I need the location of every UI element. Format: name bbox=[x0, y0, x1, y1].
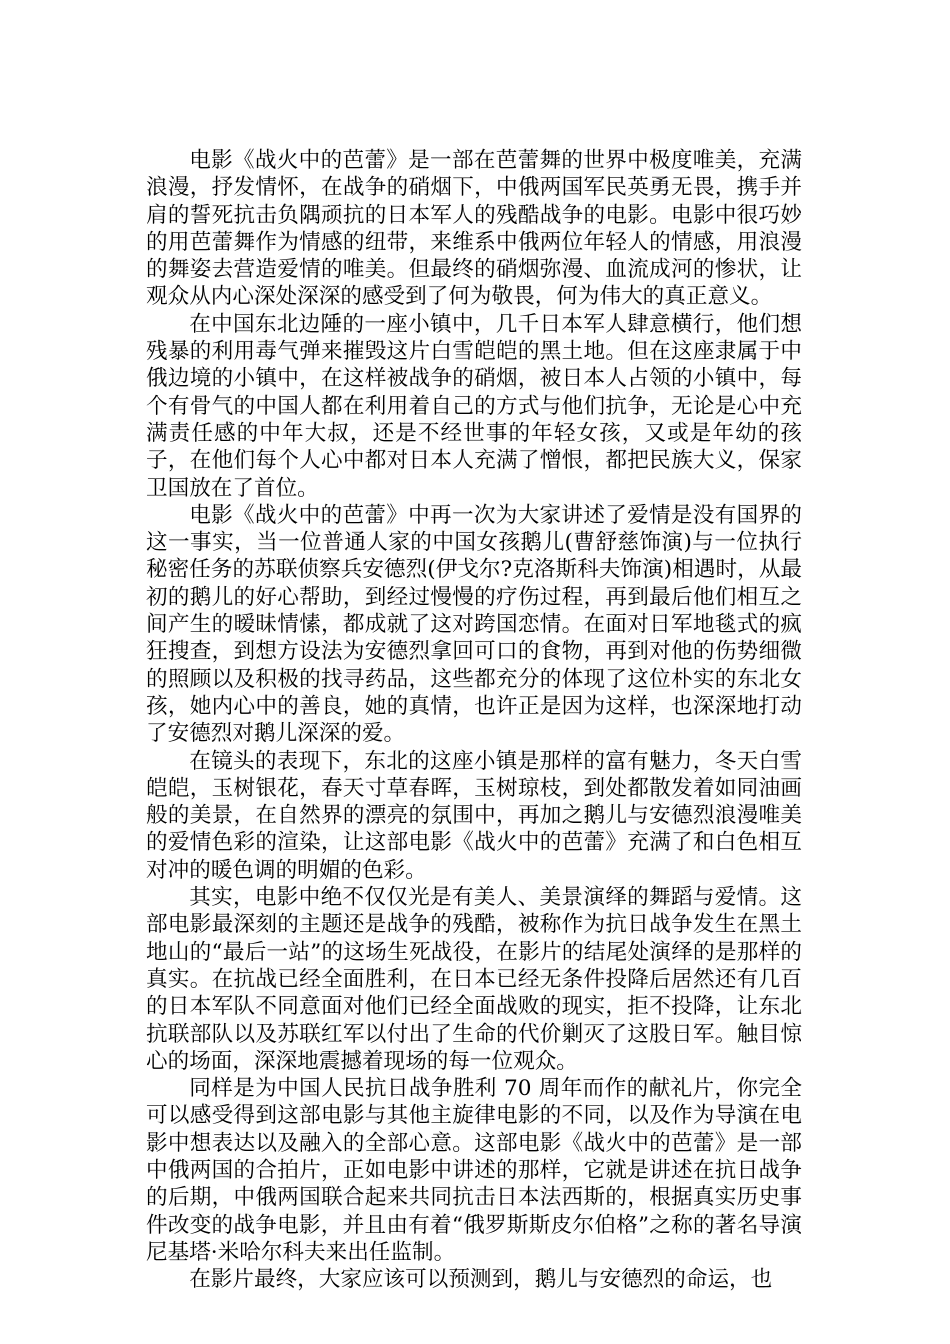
paragraph-tribute: 同样是为中国人民抗日战争胜利 70 周年而作的献礼片，你完全可以感受得到这部电影与其他主旋律电影的不同，以及作为导演在电影中想表达以及融入的全部心意。这部电影《战火中的芭蕾》是一部中俄两国的合拍片，正如电影中讲述的那样，它就是讲述在抗日战争的后期，中俄两国联合起来共同抗击日本法西斯的，根据真实历史事件改变的战争电影，并且由有着“俄罗斯斯皮尔伯格”之称的著名导演尼基塔·米哈尔科夫来出任监制。 bbox=[146, 1076, 802, 1265]
paragraph-scenery: 在镜头的表现下，东北的这座小镇是那样的富有魅力，冬天白雪皑皑，玉树银花，春天寸草春晖，玉树琼枝，到处都散发着如同油画般的美景，在自然界的漂亮的氛围中，再加之鹅儿与安德烈浪漫唯美的爱情色彩的渲染，让这部电影《战火中的芭蕾》充满了和白色相互对冲的暖色调的明媚的色彩。 bbox=[146, 748, 802, 883]
paragraph-love-story: 电影《战火中的芭蕾》中再一次为大家讲述了爱情是没有国界的这一事实，当一位普通人家的中国女孩鹅儿(曹舒慈饰演)与一位执行秘密任务的苏联侦察兵安德烈(伊戈尔?克洛斯科夫饰演)相遇时，从最初的鹅儿的好心帮助，到经过慢慢的疗伤过程，再到最后他们相互之间产生的暧昧情愫，都成就了这对跨国恋情。在面对日军地毯式的疯狂搜查，到想方设法为安德烈拿回可口的食物，再到对他的伤势细微的照顾以及积极的找寻药品，这些都充分的体现了这位朴实的东北女孩，她内心中的善良，她的真情，也许正是因为这样，也深深地打动了安德烈对鹅儿深深的爱。 bbox=[146, 502, 802, 747]
paragraph-town: 在中国东北边陲的一座小镇中，几千日本军人肆意横行，他们想残暴的利用毒气弹来摧毁这片白雪皑皑的黑土地。但在这座隶属于中俄边境的小镇中，在这样被战争的硝烟，被日本人占领的小镇中，每个有骨气的中国人都在利用着自己的方式与他们抗争，无论是心中充满责任感的中年大叔，还是不经世事的年轻女孩，又或是年幼的孩子，在他们每个人心中都对日本人充满了憎恨，都把民族大义，保家卫国放在了首位。 bbox=[146, 311, 802, 501]
paragraph-ending: 在影片最终，大家应该可以预测到，鹅儿与安德烈的命运，也 bbox=[189, 1267, 773, 1293]
paragraph-war-theme: 其实，电影中绝不仅仅光是有美人、美景演绎的舞蹈与爱情。这部电影最深刻的主题还是战争的残酷，被称作为抗日战争发生在黑土地山的“最后一站”的这场生死战役，在影片的结尾处演绎的是那样的真实。在抗战已经全面胜利，在日本已经无条件投降后居然还有几百的日本军队不同意面对他们已经全面战败的现实，拒不投降，让东北抗联部队以及苏联红军以付出了生命的代价剿灭了这股日军。触目惊心的场面，深深地震撼着现场的每一位观众。 bbox=[146, 885, 802, 1074]
paragraph-intro: 电影《战火中的芭蕾》是一部在芭蕾舞的世界中极度唯美，充满浪漫，抒发情怀，在战争的硝烟下，中俄两国军民英勇无畏，携手并肩的誓死抗击负隅顽抗的日本军人的残酷战争的电影。电影中很巧妙的用芭蕾舞作为情感的纽带，来维系中俄两位年轻人的情感，用浪漫的舞姿去营造爱情的唯美。但最终的硝烟弥漫、血流成河的惨状，让观众从内心深处深深的感受到了何为敬畏，何为伟大的真正意义。 bbox=[146, 148, 802, 310]
document-page bbox=[146, 147, 802, 1293]
